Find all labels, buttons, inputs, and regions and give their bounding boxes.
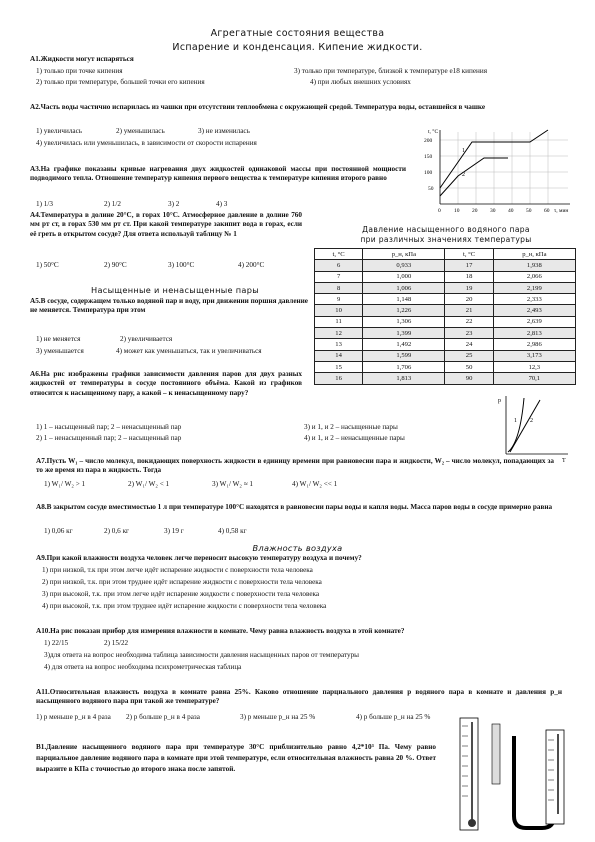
table-cell: 23 <box>445 328 493 339</box>
question-a5-text: А5.В сосуде, содержащем только водяной пар и воду, при движении поршня давление не меняется. Температура при этом <box>30 297 308 315</box>
table-row <box>315 294 576 305</box>
table-cell: 12,3 <box>493 361 575 372</box>
a9-option-2: 2) при низкой, т.к. при этом труднее идёт испарение жидкости с поверхности тела человека <box>42 578 322 586</box>
pressure-temperature-graph <box>496 392 574 462</box>
graph1-xlabel: τ, мин <box>554 208 569 214</box>
graph2-label-2: 2 <box>530 418 533 424</box>
table-row <box>315 260 576 271</box>
a6-option-1: 1) 1 – насыщенный пар; 2 – ненасыщенный пар <box>36 423 182 431</box>
question-a5 <box>30 297 308 316</box>
question-a6 <box>30 370 302 398</box>
table-cell: 1,813 <box>363 373 445 384</box>
a4-option-2: 2) 90°С <box>104 261 127 269</box>
graph1-xtick-40: 40 <box>508 208 514 214</box>
table-cell: 16 <box>315 373 363 384</box>
a1-option-4: 4) при любых внешних условиях <box>310 78 411 86</box>
thermometer-dry-body <box>460 718 478 830</box>
table-caption-2: при различных значениях температуры <box>360 235 532 244</box>
a6-option-4: 4) и 1, и 2 – ненасыщенные пары <box>304 434 405 442</box>
curve-1-label: 1 <box>462 148 465 154</box>
a4-option-4: 4) 200°С <box>238 261 265 269</box>
table-cell: 1,706 <box>363 361 445 372</box>
graph2-curve-2 <box>510 400 540 452</box>
table-cell: 25 <box>445 350 493 361</box>
table-cell: 8 <box>315 282 363 293</box>
graph1-xtick-0: 0 <box>438 208 441 214</box>
table-cell: 13 <box>315 339 363 350</box>
thermometer-dry-bulb <box>468 819 476 827</box>
table-cell: 3,173 <box>493 350 575 361</box>
table-cell: 2,199 <box>493 282 575 293</box>
table-header-cell: t, °С <box>445 249 493 260</box>
question-a3 <box>30 165 406 184</box>
table-cell: 24 <box>445 339 493 350</box>
a6-option-3: 3) и 1, и 2 – насыщенные пары <box>304 423 398 431</box>
question-a11-text: А11.Относительная влажность воздуха в комнате равна 25%. Каково отношение парциального давления р водяного пара в комнате и давления р_н насыщенного водяного пара при такой же температуре? <box>36 688 562 706</box>
table-cell: 9 <box>315 294 363 305</box>
a10-option-1: 1) 22/15 <box>44 639 69 647</box>
page-title: Агрегатные состояния вещества <box>210 28 385 39</box>
a7-option-4: 4) W₁/ W₂ << 1 <box>292 480 338 488</box>
a2-option-2: 2) уменьшилась <box>116 127 165 135</box>
question-a10-text: А10.На рис показан прибор для измерения влажности в комнате. Чему равна влажность воздуха в этой комнате? <box>36 627 405 635</box>
graph1-ytick-50: 50 <box>428 186 434 192</box>
table-cell: 1,938 <box>493 260 575 271</box>
table-cell: 50 <box>445 361 493 372</box>
table-cell: 18 <box>445 271 493 282</box>
table-caption-1: Давление насыщенного водяного пара <box>362 225 530 234</box>
table-row <box>315 271 576 282</box>
table-cell: 90 <box>445 373 493 384</box>
graph2-label-1: 1 <box>514 418 517 424</box>
graph2-ylabel: p <box>498 398 501 404</box>
graph1-ytick-200: 200 <box>424 138 433 144</box>
a8-option-3: 3) 19 г <box>164 527 184 535</box>
graph2-xlabel: T <box>562 458 566 462</box>
a3-option-2: 2) 1/2 <box>104 200 121 208</box>
psychrometer-illustration <box>454 716 574 836</box>
page-subtitle: Испарение и конденсация. Кипение жидкости. <box>172 42 423 53</box>
table-cell: 22 <box>445 316 493 327</box>
question-a1-text: А1.Жидкости могут испаряться <box>30 55 134 63</box>
table-header-cell: p_н, кПа <box>363 249 445 260</box>
humidity-table-panel <box>492 724 500 784</box>
table-header-row <box>315 249 576 260</box>
heating-curves-graph <box>418 124 578 220</box>
a1-option-2: 2) только при температуре, большей точки его кипения <box>36 78 205 86</box>
table-cell: 20 <box>445 294 493 305</box>
table-row <box>315 373 576 384</box>
question-a3-text: А3.На графике показаны кривые нагревания двух жидкостей одинаковой массы при постоянной мощности подводимого тепла. Отношение температур кипения первого вещества к температуре кипения второго равно <box>30 165 406 183</box>
a6-option-2: 2) 1 – ненасыщенный пар; 2 – насыщенный пар <box>36 434 182 442</box>
table-cell: 2,639 <box>493 316 575 327</box>
question-a6-text: А6.На рис изображены графики зависимости давления паров для двух разных жидкостей от температуры в сосуде постоянного объёма. Какой из графиков относится к насыщенному пару, а какой – к ненасыщенному пару? <box>30 370 302 397</box>
table-header-cell: t, °С <box>315 249 363 260</box>
table-row <box>315 350 576 361</box>
table-cell: 70,1 <box>493 373 575 384</box>
graph1-xtick-30: 30 <box>490 208 496 214</box>
table-row <box>315 316 576 327</box>
graph2-curve-1 <box>508 398 524 452</box>
table-cell: 1,000 <box>363 271 445 282</box>
graph1-xtick-10: 10 <box>454 208 460 214</box>
a10-option-4: 4) для ответа на вопрос необходима психрометрическая таблица <box>44 663 242 671</box>
table-cell: 1,306 <box>363 316 445 327</box>
table-cell: 1,492 <box>363 339 445 350</box>
table-cell: 2,493 <box>493 305 575 316</box>
a11-option-4: 4) р больше р_н на 25 % <box>356 713 431 721</box>
table-cell: 1,006 <box>363 282 445 293</box>
table-cell: 1,399 <box>363 328 445 339</box>
a8-option-2: 2) 0,6 кг <box>104 527 130 535</box>
table-cell: 2,333 <box>493 294 575 305</box>
section-humidity: Влажность воздуха <box>252 543 343 553</box>
question-a2-text: А2.Часть воды частично испарилась из чашки при отсутствии теплообмена с окружающей средой. Температура воды, оставшейся в чашке <box>30 103 486 111</box>
table-cell: 1,599 <box>363 350 445 361</box>
question-b1-text: В1.Давление насыщенного водяного пара при температуре 30°С приблизительно равно 4,2*10³ Па. Чему равно парциальное давление водяного пара в комнате при этой температуре, если относительная влажность равна 20 %. Ответ выразите в КПа с точностью до второго знака после запятой. <box>36 743 436 773</box>
a2-option-4: 4) увеличилась или уменьшилась, в зависимости от скорости испарения <box>36 139 257 147</box>
graph1-xtick-50: 50 <box>526 208 532 214</box>
question-a10 <box>36 627 566 636</box>
question-a11 <box>36 688 562 707</box>
graph-grid <box>440 132 568 204</box>
a3-option-3: 3) 2 <box>168 200 180 208</box>
a7-option-3: 3) W₁/ W₂ ≈ 1 <box>212 480 254 488</box>
a1-option-3: 3) только при температуре, близкой к температуре е18 кипения <box>294 67 488 75</box>
graph1-ylabel: t, °С <box>428 129 439 135</box>
table-cell: 11 <box>315 316 363 327</box>
a5-option-1: 1) не меняется <box>36 335 81 343</box>
a9-option-1: 1) при низкой, т.к при этом легче идёт испарение жидкости с поверхности тела человека <box>42 566 313 574</box>
question-a9 <box>36 554 566 563</box>
a5-option-4: 4) может как уменьшаться, так и увеличиваться <box>116 347 262 355</box>
table-cell: 14 <box>315 350 363 361</box>
table-cell: 2,986 <box>493 339 575 350</box>
question-a8 <box>36 503 554 512</box>
table-cell: 19 <box>445 282 493 293</box>
a9-option-3: 3) при высокой, т.к. при этом легче идёт испарение жидкости с поверхности тела человека <box>42 590 320 598</box>
a3-option-1: 1) 1/3 <box>36 200 53 208</box>
a8-option-4: 4) 0,58 кг <box>218 527 247 535</box>
thermometer-wet-body <box>546 730 564 824</box>
table-cell: 6 <box>315 260 363 271</box>
a11-option-3: 3) р меньше р_н на 25 % <box>240 713 316 721</box>
question-a7 <box>36 457 554 476</box>
vapor-pressure-table <box>314 248 576 385</box>
table-cell: 0,933 <box>363 260 445 271</box>
curve-2-label: 2 <box>462 172 465 178</box>
table-cell: 10 <box>315 305 363 316</box>
table-row <box>315 328 576 339</box>
a2-option-3: 3) не изменилась <box>198 127 250 135</box>
a3-option-4: 4) 3 <box>216 200 228 208</box>
a9-option-4: 4) при высокой, т.к. при этом труднее идёт испарение жидкости с поверхности тела человека <box>42 602 327 610</box>
a10-option-2: 2) 15/22 <box>104 639 129 647</box>
table-cell: 15 <box>315 361 363 372</box>
a11-option-1: 1) р меньше р_н в 4 раза <box>36 713 111 721</box>
question-a7-text: А7.Пусть W₁ – число молекул, покидающих поверхность жидкости в единицу времени при равновесии пара и жидкости, W₂ – число молекул, попадающих за то же время из пара в жидкость. Тогда <box>36 457 554 475</box>
table-row <box>315 282 576 293</box>
question-a9-text: А9.При какой влажности воздуха человек легче переносит высокую температуру воздуха и почему? <box>36 554 362 562</box>
a7-option-2: 2) W₁/ W₂ < 1 <box>128 480 170 488</box>
question-a2 <box>30 103 570 112</box>
table-cell: 7 <box>315 271 363 282</box>
table-cell: 21 <box>445 305 493 316</box>
table-cell: 1,148 <box>363 294 445 305</box>
a8-option-1: 1) 0,06 кг <box>44 527 73 535</box>
curve-2-line <box>440 158 508 196</box>
graph1-xtick-20: 20 <box>472 208 478 214</box>
a4-option-1: 1) 50°С <box>36 261 59 269</box>
table-row <box>315 305 576 316</box>
table-cell: 2,066 <box>493 271 575 282</box>
question-a4-text: А4.Температура в долине 20°С, в горах 10°С. Атмосферное давление в долине 760 мм рт ст, в горах 530 мм рт ст. При какой температуре закипит вода в горах, если её греть в открытом сосуде? Для ответа используй таблицу № 1 <box>30 211 302 238</box>
graph1-ytick-100: 100 <box>424 170 433 176</box>
question-b1 <box>36 742 436 775</box>
table-header-cell: p_н, кПа <box>493 249 575 260</box>
a7-option-1: 1) W₁/ W₂ > 1 <box>44 480 86 488</box>
graph1-ytick-150: 150 <box>424 154 433 160</box>
table-cell: 17 <box>445 260 493 271</box>
table-cell: 12 <box>315 328 363 339</box>
a4-option-3: 3) 100°С <box>168 261 195 269</box>
table-row <box>315 361 576 372</box>
section-saturated-vapor: Насыщенные и ненасыщенные пары <box>91 285 259 295</box>
question-a8-text: А8.В закрытом сосуде вместимостью 1 л при температуре 100°С находятся в равновесии пары воды и капля воды. Масса паров воды в сосуде примерно равна <box>36 503 553 511</box>
graph1-xtick-60: 60 <box>544 208 550 214</box>
a5-option-2: 2) увеличивается <box>120 335 173 343</box>
question-a4 <box>30 211 302 239</box>
a5-option-3: 3) уменьшается <box>36 347 84 355</box>
a1-option-1: 1) только при точке кипения <box>36 67 123 75</box>
a11-option-2: 2) р больше р_н в 4 раза <box>126 713 200 721</box>
a2-option-1: 1) увеличилась <box>36 127 83 135</box>
question-a1 <box>30 55 570 64</box>
a10-option-3: 3)для ответа на вопрос необходима таблица зависимости давления насыщенных паров от температуры <box>44 651 360 659</box>
table-row <box>315 339 576 350</box>
table-cell: 2,813 <box>493 328 575 339</box>
table-cell: 1,226 <box>363 305 445 316</box>
